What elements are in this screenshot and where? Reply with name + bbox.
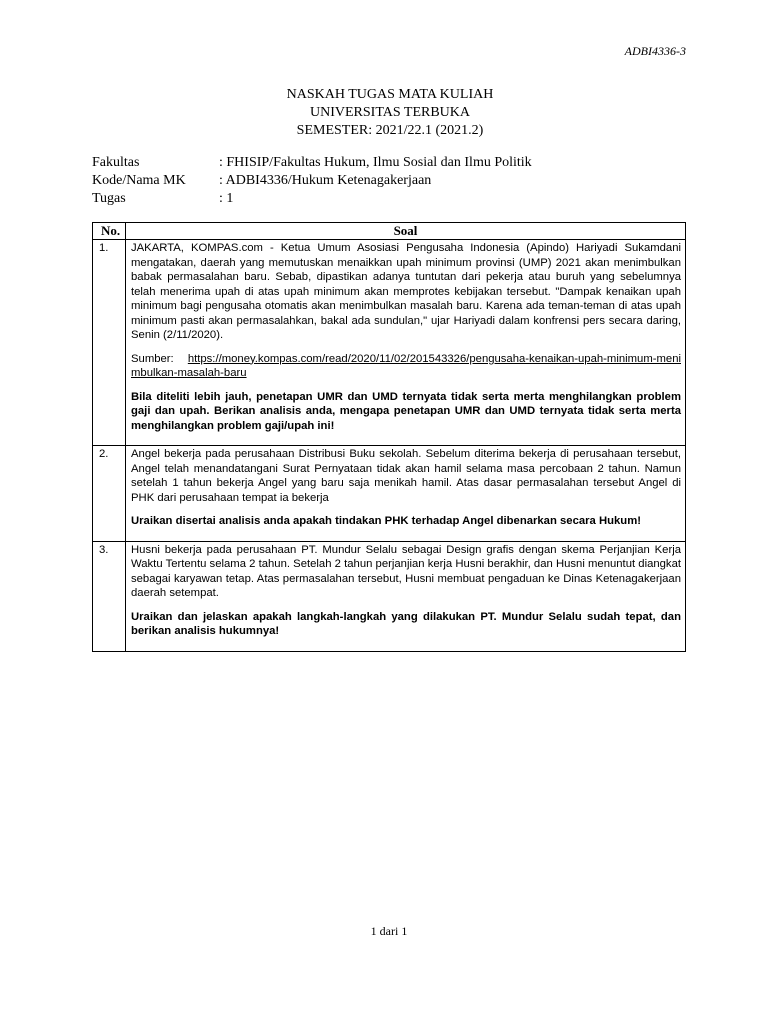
meta-value: : FHISIP/Fakultas Hukum, Ilmu Sosial dan Ilmu Politik [219, 155, 532, 170]
meta-row-fakultas [92, 154, 532, 172]
document-title [0, 86, 768, 140]
meta-label: Fakultas [92, 155, 140, 170]
question-number: 3. [93, 541, 126, 651]
meta-value: : ADBI4336/Hukum Ketenagakerjaan [219, 173, 432, 188]
column-header-soal: Soal [126, 223, 686, 240]
question-content [126, 541, 686, 651]
source-link[interactable]: https://money.kompas.com/read/2020/11/02/201543326/pengusaha-kenaikan-upah-minimum-menimbulkan-masalah-baru [131, 352, 681, 379]
question-content [126, 240, 686, 446]
meta-row-kode-mk [92, 172, 532, 190]
case-text: Husni bekerja pada perusahaan PT. Mundur Selalu sebagai Design grafis dengan skema Perjanjian Kerja Waktu Tertentu selama 2 tahun. Setelah 2 tahun perjanjian kerja Husni berakhir, dan Husni menuntut diangkat sebagai karyawan tetap. Atas permasalahan tersebut, Husni membuat pengaduan ke Dinas Ketenagakerjaan daerah setempat. [131, 543, 681, 599]
table-row [93, 446, 686, 542]
meta-row-tugas [92, 190, 532, 208]
source-line [131, 352, 681, 381]
title-line-3: SEMESTER: 2021/22.1 (2021.2) [296, 123, 484, 138]
meta-label: Kode/Nama MK [92, 173, 186, 188]
case-text: JAKARTA, KOMPAS.com - Ketua Umum Asosiasi Pengusaha Indonesia (Apindo) Hariyadi Sukamdani mengatakan, daerah yang memutuskan menaikkan upah minimum provinsi (UMP) 2021 akan menimbulkan babak permasalahan baru. Sebab, dipastikan adanya tuntutan dari pekerja atau buruh yang sebelumnya telah menerima upah di atas upah minimum akan memprotes kebijakan tersebut. "Dampak kenaikan upah minimum bagi pengusaha otomatis akan menimbulkan masalah baru. Karena ada teman-teman di atas upah minimum pasti akan permasalahkan, bakal ada sundulan," ujar Hariyadi dalam konfrensi pers secara daring, Senin (2/11/2020). [131, 242, 681, 341]
meta-value: : 1 [219, 191, 234, 206]
column-header-no: No. [93, 223, 126, 240]
question-text: Uraikan disertai analisis anda apakah tindakan PHK terhadap Angel dibenarkan secara Hukum! [131, 515, 641, 527]
title-line-2: UNIVERSITAS TERBUKA [309, 105, 470, 120]
question-text: Bila diteliti lebih jauh, penetapan UMR dan UMD ternyata tidak serta merta menghilangkan problem gaji dan upah. Berikan analisis anda, mengapa penetapan UMR dan UMD ternyata tidak serta merta menghilangkan problem gaji/upah ini! [131, 390, 681, 432]
title-line-1: NASKAH TUGAS MATA KULIAH [286, 87, 494, 102]
page-number: 1 dari 1 [370, 924, 408, 938]
question-text: Uraikan dan jelaskan apakah langkah-langkah yang dilakukan PT. Mundur Selalu sudah tepat, dan berikan analisis hukumnya! [131, 610, 681, 637]
course-info [92, 154, 532, 208]
source-label: Sumber: [131, 352, 174, 365]
document-code: ADBI4336-3 [624, 44, 686, 58]
questions-table [92, 222, 686, 652]
question-content [126, 446, 686, 542]
case-text: Angel bekerja pada perusahaan Distribusi Buku sekolah. Sebelum diterima bekerja di perusahaan tersebut, Angel telah menandatangani Surat Pernyataan tidak akan hamil selama masa percobaan 2 tahun. Namun setelah 1 tahun bekerja Angel yang baru saja menikah hamil. Atas dasar permasalahan tersebut Angel di PHK dari perusahaan tempat ia bekerja [131, 448, 681, 504]
question-number: 1. [93, 240, 126, 446]
table-row [93, 240, 686, 446]
question-number: 2. [93, 446, 126, 542]
table-header-row [93, 223, 686, 240]
table-row [93, 541, 686, 651]
meta-label: Tugas [92, 191, 126, 206]
